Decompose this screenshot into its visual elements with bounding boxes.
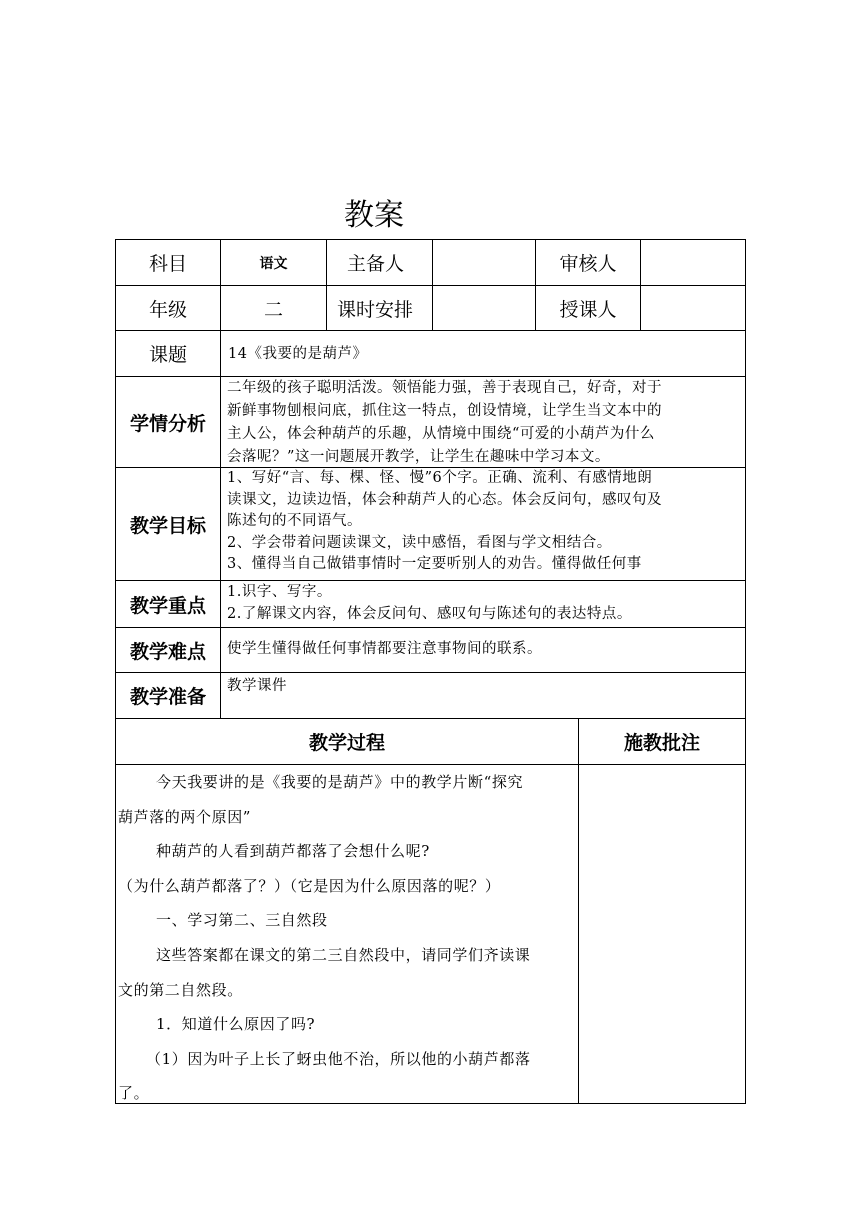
process-line: 今天我要讲的是《我要的是葫芦》中的教学片断“探究 [156, 773, 524, 791]
prep-label: 教学准备 [129, 686, 206, 708]
schedule-label: 课时安排 [337, 298, 414, 321]
goals-line: 陈述句的不同语气。 [227, 513, 362, 529]
page-title: 教案 [344, 198, 404, 233]
reviewer-label: 审核人 [559, 253, 617, 275]
notes-body [579, 765, 745, 1103]
process-line: 1．知道什么原因了吗? [156, 1015, 316, 1034]
analysis-line: 主人公，体会种葫芦的乐趣，从情境中围绕“可爱的小葫芦为什么 [227, 426, 655, 442]
process-header: 教学过程 [308, 732, 385, 754]
process-line: 葫芦落的两个原因” [118, 807, 252, 826]
process-body [118, 765, 576, 1103]
key-text [221, 581, 745, 627]
goals-line: 读课文，边读边悟，体会种葫芦人的心态。体会反问句，感叹句及 [227, 491, 662, 508]
lead-label: 主备人 [347, 253, 405, 275]
process-line: 一、学习第二、三自然段 [156, 911, 328, 930]
analysis-label: 学情分析 [129, 412, 206, 435]
process-line: （1）因为叶子上长了蚜虫他不治，所以他的小葫芦都落 [146, 1049, 531, 1068]
lead-value [433, 240, 535, 285]
topic-label: 课题 [148, 344, 187, 366]
topic-value: 14《我要的是葫芦》 [228, 346, 368, 362]
difficulty-label: 教学难点 [129, 640, 206, 663]
subject-value: 语文 [259, 255, 288, 272]
analysis-line: 二年级的孩子聪明活泼。领悟能力强，善于表现自己，好奇，对于 [227, 380, 662, 396]
key-label: 教学重点 [129, 594, 206, 617]
key-line: 2.了解课文内容，体会反问句、感叹句与陈述句的表达特点。 [227, 606, 632, 622]
teacher-label: 授课人 [559, 298, 617, 321]
goals-label: 教学目标 [129, 514, 206, 537]
goals-text [221, 468, 745, 580]
reviewer-value [641, 240, 745, 285]
schedule-value [433, 286, 535, 330]
process-line: 这些答案都在课文的第二三自然段中，请同学们齐读课 [156, 945, 531, 964]
grade-label: 年级 [148, 298, 187, 321]
table-border [745, 239, 746, 1104]
teacher-value [641, 286, 745, 330]
difficulty-value: 使学生懂得做任何事情都要注意事物间的联系。 [227, 641, 542, 657]
process-line: （为什么葫芦都落了？）（它是因为什么原因落的呢？） [118, 876, 501, 895]
analysis-line: 新鲜事物刨根问底，抓住这一特点，创设情境，让学生当文本中的 [227, 403, 662, 419]
analysis-text [221, 377, 745, 467]
goals-line: 1、写好“言、每、棵、怪、慢”6个字。正确、流利、有感情地朗 [227, 470, 653, 486]
process-line: 了。 [118, 1084, 150, 1103]
goals-line: 2、学会带着问题读课文，读中感悟，看图与学文相结合。 [227, 534, 612, 551]
process-line: 文的第二自然段。 [118, 980, 243, 999]
subject-label: 科目 [148, 253, 187, 275]
analysis-line: 会落呢？”这一问题展开教学，让学生在趣味中学习本文。 [227, 449, 610, 465]
notes-header: 施教批注 [623, 732, 700, 754]
grade-value: 二 [263, 298, 283, 321]
prep-value: 教学课件 [227, 678, 287, 694]
process-line: 种葫芦的人看到葫芦都落了会想什么呢? [156, 842, 430, 861]
goals-line: 3、懂得当自己做错事情时一定要听别人的劝告。懂得做任何事 [227, 556, 642, 572]
key-line: 1.识字、写字。 [227, 584, 332, 600]
